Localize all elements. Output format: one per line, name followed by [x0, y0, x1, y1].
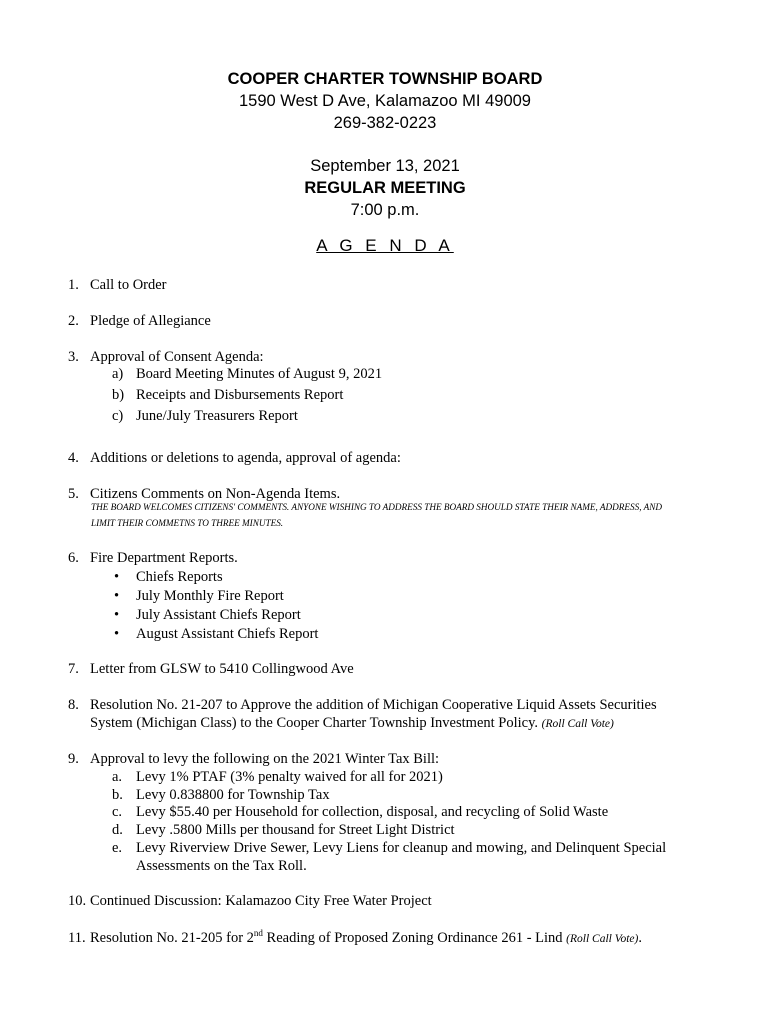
sub-item	[112, 386, 343, 404]
agenda-item-1	[68, 276, 167, 294]
org-address: 1590 West D Ave, Kalamazoo MI 49009	[239, 92, 531, 110]
meeting-time: 7:00 p.m.	[350, 201, 420, 219]
org-phone: 269-382-0223	[333, 114, 437, 132]
bullet-marker: •	[114, 588, 120, 604]
item-number: 2.	[68, 313, 79, 329]
sub-item	[112, 365, 382, 383]
agenda-item-8-continuation	[90, 714, 614, 733]
sub-marker: a)	[112, 366, 124, 382]
sub-text: Levy $55.40 per Household for collection, disposal, and recycling of Solid Waste	[136, 804, 609, 820]
sub-text: Levy .5800 Mills per thousand for Street Light District	[136, 822, 455, 838]
roll-call-note: (Roll Call Vote)	[566, 933, 639, 945]
sub-text: Levy Riverview Drive Sewer, Levy Liens for cleanup and mowing, and Delinquent Special	[136, 840, 667, 856]
agenda-item-4	[68, 449, 401, 467]
bullet-text: Chiefs Reports	[136, 569, 223, 585]
item-number: 3.	[68, 349, 79, 365]
sub-text: Levy 0.838800 for Township Tax	[136, 787, 330, 803]
item-text: Approval of Consent Agenda:	[90, 349, 264, 365]
citizen-comment-note: LIMIT THEIR COMMETNS TO THREE MINUTES.	[91, 518, 284, 528]
item-number: 11.	[68, 930, 86, 946]
item-text-part2: Reading of Proposed Zoning Ordinance 261 - Lind	[262, 930, 567, 946]
bullet-item	[114, 568, 223, 586]
meeting-date: September 13, 2021	[310, 157, 460, 175]
document-header	[0, 68, 770, 221]
sub-text: Assessments on the Tax Roll.	[136, 858, 307, 874]
item-text: Letter from GLSW to 5410 Collingwood Ave	[90, 661, 354, 677]
bullet-marker: •	[114, 626, 120, 642]
sub-text: Levy 1% PTAF (3% penalty waived for all for 2021)	[136, 769, 443, 785]
ordinal-suffix: nd	[253, 928, 263, 939]
item-number: 5.	[68, 486, 79, 502]
sub-item	[112, 786, 330, 804]
item-number: 9.	[68, 751, 79, 767]
item-number: 8.	[68, 697, 79, 713]
agenda-title: A G E N D A	[316, 236, 454, 255]
item-text: Continued Discussion: Kalamazoo City Free Water Project	[90, 893, 432, 909]
sub-item	[112, 857, 307, 875]
agenda-item-6	[68, 549, 238, 567]
sub-text: Receipts and Disbursements Report	[136, 387, 344, 403]
bullet-marker: •	[114, 607, 120, 623]
item-trailing-punct: .	[638, 930, 642, 946]
bullet-marker: •	[114, 569, 120, 585]
sub-marker: a.	[112, 769, 123, 785]
item-number: 4.	[68, 450, 79, 466]
sub-marker: c.	[112, 804, 123, 820]
sub-item	[112, 803, 608, 821]
bullet-item	[114, 625, 318, 643]
agenda-item-9	[68, 750, 439, 768]
bullet-item	[114, 606, 301, 624]
org-name: COOPER CHARTER TOWNSHIP BOARD	[227, 70, 543, 88]
sub-item	[112, 821, 455, 839]
sub-item	[112, 407, 298, 425]
sub-marker: c)	[112, 408, 124, 424]
agenda-item-2	[68, 312, 211, 330]
item-number: 1.	[68, 277, 79, 293]
item-number: 6.	[68, 550, 79, 566]
item-text-part1: Resolution No. 21-205 for 2	[90, 930, 254, 946]
sub-text: Board Meeting Minutes of August 9, 2021	[136, 366, 383, 382]
agenda-item-7	[68, 660, 354, 678]
item-text: Pledge of Allegiance	[90, 313, 211, 329]
item-text: Citizens Comments on Non-Agenda Items.	[90, 486, 341, 502]
agenda-item-10	[68, 892, 432, 910]
meeting-type: REGULAR MEETING	[304, 179, 466, 197]
item-number: 10.	[68, 893, 87, 909]
sub-marker: b.	[112, 787, 123, 803]
item-text: Call to Order	[90, 277, 167, 293]
bullet-text: July Assistant Chiefs Report	[136, 607, 301, 623]
item-number: 7.	[68, 661, 79, 677]
item-text: Approval to levy the following on the 2021 Winter Tax Bill:	[90, 751, 440, 767]
agenda-item-3	[68, 348, 264, 366]
sub-item	[112, 768, 443, 786]
agenda-item-11	[68, 929, 642, 948]
item-text: Additions or deletions to agenda, approval of agenda:	[90, 450, 401, 466]
item-text-line2: System (Michigan Class) to the Cooper Charter Township Investment Policy.	[90, 715, 539, 731]
sub-marker: d.	[112, 822, 123, 838]
sub-marker: b)	[112, 387, 125, 403]
bullet-text: August Assistant Chiefs Report	[136, 626, 319, 642]
sub-marker: e.	[112, 840, 123, 856]
item-text: Resolution No. 21-207 to Approve the addition of Michigan Cooperative Liquid Assets Securities	[90, 697, 657, 713]
bullet-text: July Monthly Fire Report	[136, 588, 284, 604]
sub-item	[112, 839, 666, 857]
agenda-item-8	[68, 696, 657, 714]
bullet-item	[114, 587, 284, 605]
roll-call-note: (Roll Call Vote)	[541, 718, 614, 730]
item-text: Fire Department Reports.	[90, 550, 238, 566]
sub-text: June/July Treasurers Report	[136, 408, 298, 424]
citizen-comment-note: THE BOARD WELCOMES CITIZENS' COMMENTS. ANYONE WISHING TO ADDRESS THE BOARD SHOULD STATE THEIR NAME, ADDRESS, AND	[91, 502, 662, 512]
